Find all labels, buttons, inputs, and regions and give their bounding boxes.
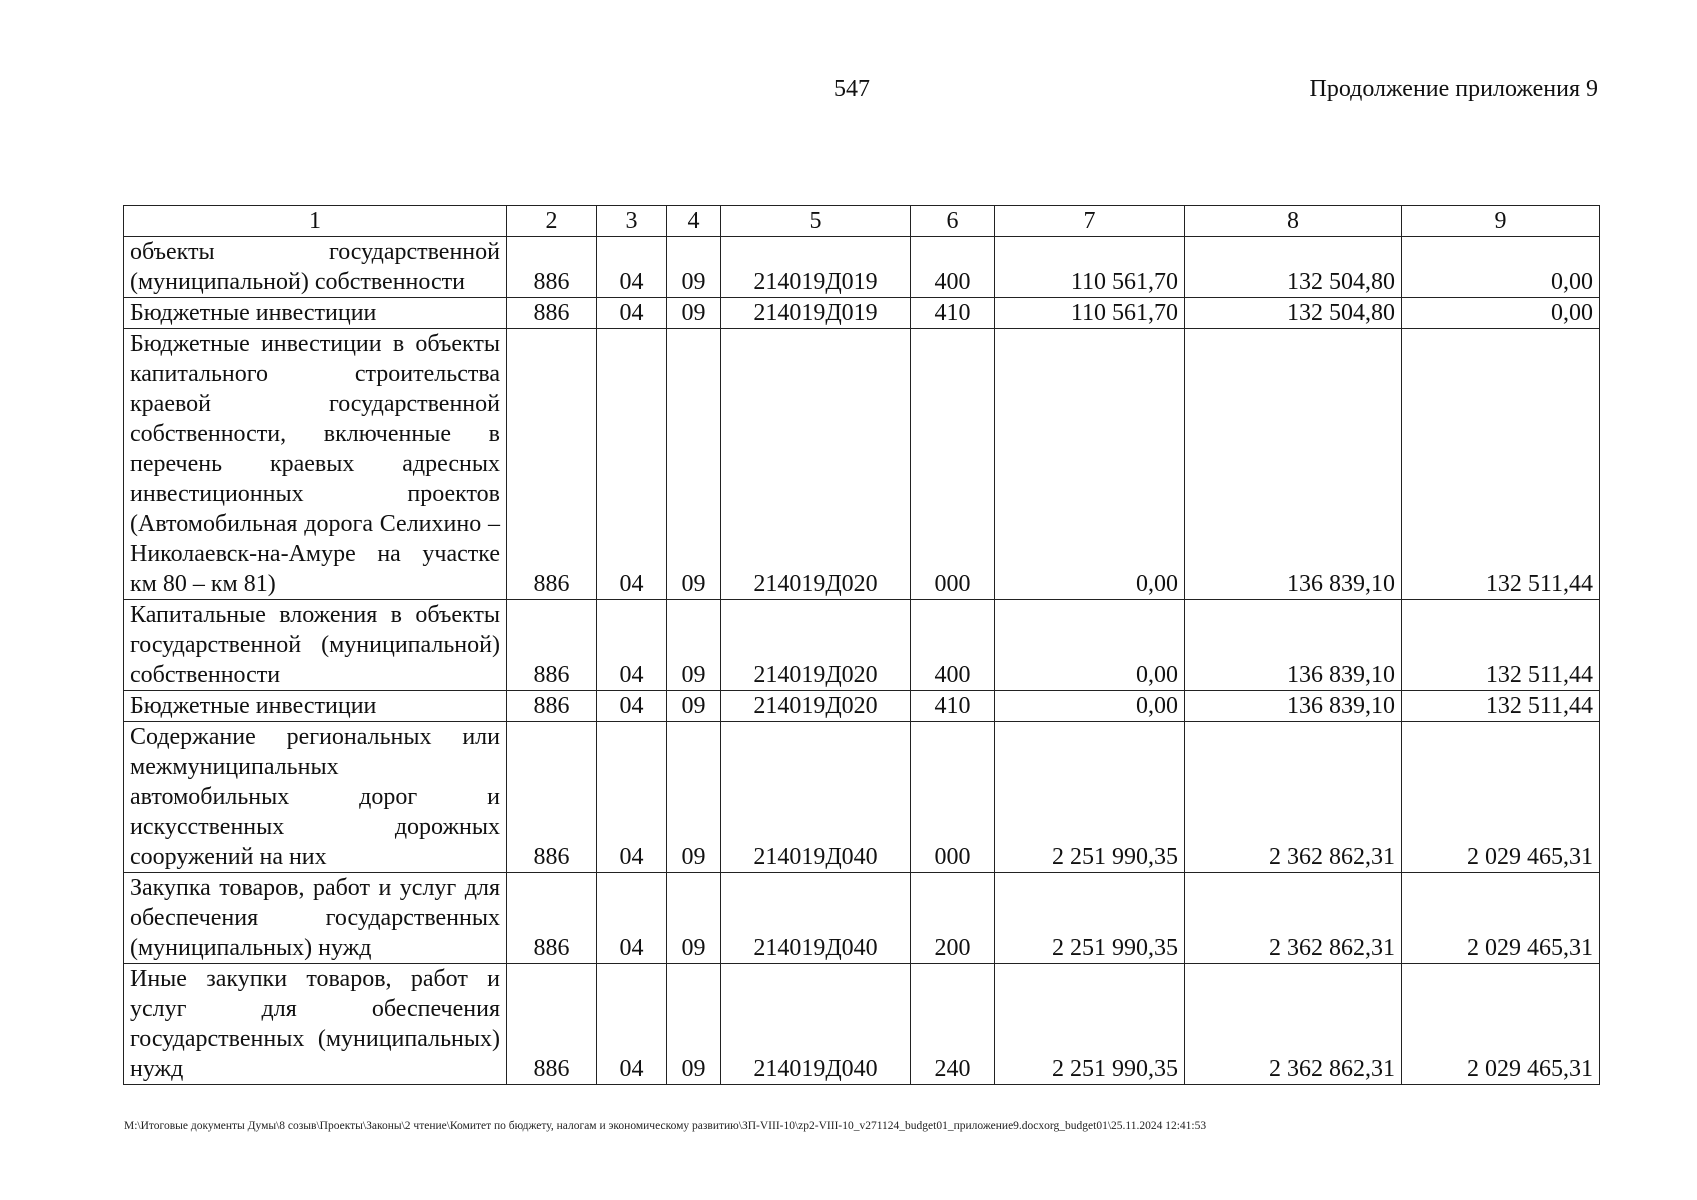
amount-col-9: 132 511,44 xyxy=(1402,691,1600,722)
amount-col-9: 0,00 xyxy=(1402,298,1600,329)
amount-col-7: 2 251 990,35 xyxy=(995,722,1185,873)
amount-col-9: 132 511,44 xyxy=(1402,329,1600,600)
column-header: 5 xyxy=(721,206,911,237)
section-code: 04 xyxy=(597,722,667,873)
subsection-code: 09 xyxy=(667,329,721,600)
subsection-code: 09 xyxy=(667,691,721,722)
ministry-code: 886 xyxy=(507,873,597,964)
subsection-code: 09 xyxy=(667,600,721,691)
column-header: 6 xyxy=(911,206,995,237)
table-row xyxy=(124,691,1600,722)
expense-type-code: 400 xyxy=(911,600,995,691)
amount-col-7: 110 561,70 xyxy=(995,298,1185,329)
section-code: 04 xyxy=(597,298,667,329)
amount-col-9: 2 029 465,31 xyxy=(1402,873,1600,964)
subsection-code: 09 xyxy=(667,298,721,329)
amount-col-7: 0,00 xyxy=(995,691,1185,722)
row-description: Закупка товаров, работ и услуг для обеспечения государственных (муниципальных) нужд xyxy=(124,873,507,964)
amount-col-8: 136 839,10 xyxy=(1185,691,1402,722)
amount-col-7: 110 561,70 xyxy=(995,237,1185,298)
table-row xyxy=(124,237,1600,298)
section-code: 04 xyxy=(597,873,667,964)
amount-col-8: 136 839,10 xyxy=(1185,600,1402,691)
page-number: 547 xyxy=(834,76,870,102)
budget-table xyxy=(123,205,1600,1085)
ministry-code: 886 xyxy=(507,722,597,873)
column-header: 8 xyxy=(1185,206,1402,237)
column-header: 3 xyxy=(597,206,667,237)
table-row xyxy=(124,964,1600,1085)
table-row xyxy=(124,722,1600,873)
subsection-code: 09 xyxy=(667,964,721,1085)
expense-type-code: 240 xyxy=(911,964,995,1085)
amount-col-9: 2 029 465,31 xyxy=(1402,722,1600,873)
section-code: 04 xyxy=(597,600,667,691)
ministry-code: 886 xyxy=(507,237,597,298)
amount-col-8: 2 362 862,31 xyxy=(1185,722,1402,873)
amount-col-9: 132 511,44 xyxy=(1402,600,1600,691)
column-number-row xyxy=(124,206,1600,237)
ministry-code: 886 xyxy=(507,600,597,691)
amount-col-8: 2 362 862,31 xyxy=(1185,873,1402,964)
subsection-code: 09 xyxy=(667,722,721,873)
target-article-code: 214019Д040 xyxy=(721,722,911,873)
row-description: объекты государственной (муниципальной) собственности xyxy=(124,237,507,298)
ministry-code: 886 xyxy=(507,691,597,722)
target-article-code: 214019Д019 xyxy=(721,298,911,329)
target-article-code: 214019Д040 xyxy=(721,964,911,1085)
ministry-code: 886 xyxy=(507,298,597,329)
ministry-code: 886 xyxy=(507,329,597,600)
table-row xyxy=(124,329,1600,600)
subsection-code: 09 xyxy=(667,873,721,964)
column-header: 9 xyxy=(1402,206,1600,237)
amount-col-7: 0,00 xyxy=(995,600,1185,691)
section-code: 04 xyxy=(597,329,667,600)
amount-col-9: 0,00 xyxy=(1402,237,1600,298)
row-description: Капитальные вложения в объекты государственной (муниципальной) собственности xyxy=(124,600,507,691)
expense-type-code: 200 xyxy=(911,873,995,964)
expense-type-code: 000 xyxy=(911,329,995,600)
table-row xyxy=(124,600,1600,691)
row-description: Содержание региональных или межмуниципальных автомобильных дорог и искусственных дорожных сооружений на них xyxy=(124,722,507,873)
amount-col-7: 2 251 990,35 xyxy=(995,964,1185,1085)
expense-type-code: 410 xyxy=(911,691,995,722)
column-header: 4 xyxy=(667,206,721,237)
target-article-code: 214019Д020 xyxy=(721,691,911,722)
ministry-code: 886 xyxy=(507,964,597,1085)
target-article-code: 214019Д020 xyxy=(721,329,911,600)
column-header: 7 xyxy=(995,206,1185,237)
amount-col-8: 136 839,10 xyxy=(1185,329,1402,600)
column-header: 2 xyxy=(507,206,597,237)
amount-col-9: 2 029 465,31 xyxy=(1402,964,1600,1085)
amount-col-7: 0,00 xyxy=(995,329,1185,600)
row-description: Бюджетные инвестиции xyxy=(124,298,507,329)
subsection-code: 09 xyxy=(667,237,721,298)
expense-type-code: 400 xyxy=(911,237,995,298)
section-code: 04 xyxy=(597,237,667,298)
appendix-header: Продолжение приложения 9 xyxy=(1309,76,1598,102)
amount-col-8: 132 504,80 xyxy=(1185,237,1402,298)
row-description: Бюджетные инвестиции xyxy=(124,691,507,722)
expense-type-code: 000 xyxy=(911,722,995,873)
amount-col-8: 2 362 862,31 xyxy=(1185,964,1402,1085)
target-article-code: 214019Д040 xyxy=(721,873,911,964)
table-row xyxy=(124,873,1600,964)
table-row xyxy=(124,298,1600,329)
file-path-footer: M:\Итоговые документы Думы\8 созыв\Проекты\Законы\2 чтение\Комитет по бюджету, налогам и экономическому развитию\ЗП-VIII-10\zp2-VIII-10_v271124_budget01_приложение9.docxorg_budget01\25.11.2024 12:41:53 xyxy=(124,1120,1207,1132)
section-code: 04 xyxy=(597,691,667,722)
amount-col-8: 132 504,80 xyxy=(1185,298,1402,329)
row-description: Иные закупки товаров, работ и услуг для обеспечения государственных (муниципальных) нужд xyxy=(124,964,507,1085)
amount-col-7: 2 251 990,35 xyxy=(995,873,1185,964)
section-code: 04 xyxy=(597,964,667,1085)
row-description: Бюджетные инвестиции в объекты капитального строительства краевой государственной собственности, включенные в перечень краевых адресных инвестиционных проектов (Автомобильная дорога Селихино – Николаевск-на-Амуре на участке км 80 – км 81) xyxy=(124,329,507,600)
target-article-code: 214019Д020 xyxy=(721,600,911,691)
target-article-code: 214019Д019 xyxy=(721,237,911,298)
expense-type-code: 410 xyxy=(911,298,995,329)
column-header: 1 xyxy=(124,206,507,237)
